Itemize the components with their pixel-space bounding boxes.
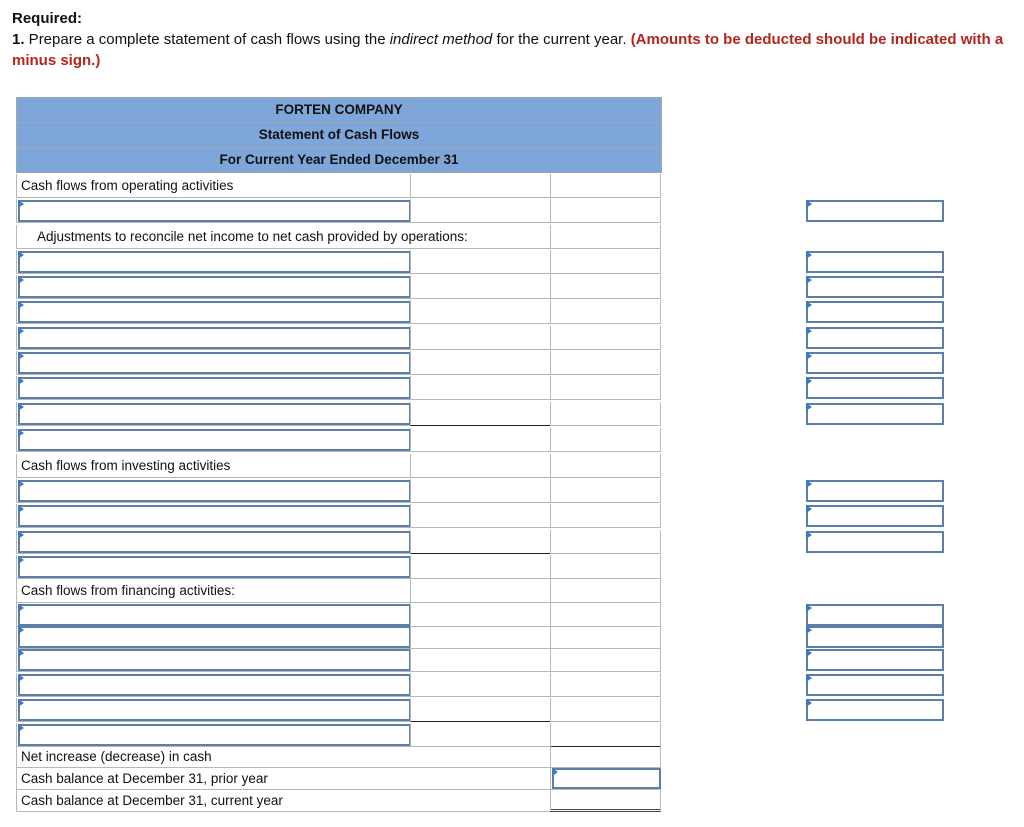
financing-amount-input[interactable] [806, 699, 944, 721]
instruction-text-part: for the current year. [492, 31, 631, 48]
dropdown-marker-icon [18, 352, 24, 360]
adjustment-label-input[interactable] [18, 276, 411, 298]
instructions [12, 8, 1017, 71]
dropdown-marker-icon [18, 626, 24, 634]
financing-amount-input[interactable] [806, 604, 944, 626]
dropdown-marker-icon [18, 724, 24, 732]
adjustment-row [16, 326, 661, 350]
dropdown-marker-icon [18, 699, 24, 707]
investing-header: Cash flows from investing activities [21, 458, 231, 473]
current-balance-total [550, 790, 661, 812]
dropdown-marker-icon [806, 352, 812, 360]
net-income-row [16, 199, 661, 223]
dropdown-marker-icon [806, 251, 812, 259]
adjustment-amount-input[interactable] [806, 276, 944, 298]
financing-row [16, 673, 661, 697]
financing-row [16, 648, 661, 672]
investing-row [16, 479, 661, 503]
investing-total-row [16, 555, 661, 579]
investing-label-input[interactable] [18, 505, 411, 527]
dropdown-marker-icon [18, 674, 24, 682]
financing-total-row [16, 723, 661, 747]
dropdown-marker-icon [18, 556, 24, 564]
adjustment-label-input[interactable] [18, 377, 411, 399]
financing-total-label-input[interactable] [18, 724, 411, 746]
operating-header-row [16, 174, 661, 198]
dropdown-marker-icon [806, 301, 812, 309]
adjustment-amount-input[interactable] [806, 352, 944, 374]
dropdown-marker-icon [18, 531, 24, 539]
financing-row [16, 625, 661, 649]
financing-label-input[interactable] [18, 649, 411, 671]
adjustment-amount-input[interactable] [806, 403, 944, 425]
dropdown-marker-icon [806, 327, 812, 335]
dropdown-marker-icon [18, 429, 24, 437]
dropdown-marker-icon [806, 649, 812, 657]
adjustment-row [16, 351, 661, 375]
company-name: FORTEN COMPANY [16, 97, 662, 123]
adjustment-label-input[interactable] [18, 352, 411, 374]
dropdown-marker-icon [806, 200, 812, 208]
dropdown-marker-icon [18, 327, 24, 335]
dropdown-marker-icon [552, 768, 558, 776]
instruction-text [12, 29, 1017, 71]
adjustments-label-row [16, 225, 661, 249]
adjustment-amount-input[interactable] [806, 301, 944, 323]
dropdown-marker-icon [18, 480, 24, 488]
investing-amount-input[interactable] [806, 480, 944, 502]
financing-header: Cash flows from financing activities: [21, 583, 235, 598]
investing-amount-input[interactable] [806, 531, 944, 553]
net-change-label: Net increase (decrease) in cash [21, 749, 212, 764]
statement-title: Statement of Cash Flows [16, 122, 662, 148]
dropdown-marker-icon [18, 377, 24, 385]
dropdown-marker-icon [18, 505, 24, 513]
dropdown-marker-icon [18, 649, 24, 657]
dropdown-marker-icon [806, 626, 812, 634]
investing-row [16, 504, 661, 528]
financing-label-input[interactable] [18, 699, 411, 721]
financing-row [16, 603, 661, 627]
minus-sign-note: (Amounts to be deducted should be indicated with a minus sign.) [12, 31, 1004, 69]
dropdown-marker-icon [806, 531, 812, 539]
dropdown-marker-icon [806, 480, 812, 488]
statement-period: For Current Year Ended December 31 [16, 147, 662, 173]
current-balance-label: Cash balance at December 31, current year [21, 793, 283, 808]
adjustment-amount-input[interactable] [806, 377, 944, 399]
part-number: 1. [12, 31, 25, 48]
dropdown-marker-icon [806, 674, 812, 682]
operating-label-input[interactable] [18, 200, 411, 222]
prior-balance-label: Cash balance at December 31, prior year [21, 771, 268, 786]
investing-label-input[interactable] [18, 531, 411, 553]
adjustment-label-input[interactable] [18, 251, 411, 273]
investing-row [16, 530, 661, 554]
financing-label-input[interactable] [18, 674, 411, 696]
financing-label-input[interactable] [18, 626, 411, 648]
adjustment-row [16, 275, 661, 299]
adjustment-label-input[interactable] [18, 301, 411, 323]
dropdown-marker-icon [806, 276, 812, 284]
prior-balance-row [16, 768, 661, 790]
adjustment-label-input[interactable] [18, 327, 411, 349]
dropdown-marker-icon [806, 699, 812, 707]
adjustment-amount-input[interactable] [806, 327, 944, 349]
operating-total-label-input[interactable] [18, 429, 411, 451]
adjustment-row [16, 300, 661, 324]
dropdown-marker-icon [806, 505, 812, 513]
current-balance-row [16, 790, 661, 812]
adjustment-row [16, 376, 661, 400]
financing-amount-input[interactable] [806, 649, 944, 671]
dropdown-marker-icon [806, 377, 812, 385]
net-change-row [16, 746, 661, 768]
financing-header-row [16, 579, 661, 603]
method-name: indirect method [389, 31, 493, 48]
dropdown-marker-icon [18, 301, 24, 309]
operating-header: Cash flows from operating activities [21, 178, 234, 193]
financing-amount-input[interactable] [806, 626, 944, 648]
required-label: Required: [12, 10, 83, 27]
dropdown-marker-icon [18, 276, 24, 284]
adjustments-label: Adjustments to reconcile net income to net cash provided by operations: [37, 229, 468, 244]
financing-amount-input[interactable] [806, 674, 944, 696]
instruction-text-part: Prepare a complete statement of cash flows using the [24, 31, 390, 48]
investing-label-input[interactable] [18, 480, 411, 502]
adjustment-row [16, 250, 661, 274]
adjustment-amount-input[interactable] [806, 251, 944, 273]
investing-amount-input[interactable] [806, 505, 944, 527]
adjustment-label-input[interactable] [18, 403, 411, 425]
investing-total-label-input[interactable] [18, 556, 411, 578]
operating-amount-input[interactable] [806, 200, 944, 222]
dropdown-marker-icon [806, 604, 812, 612]
dropdown-marker-icon [18, 403, 24, 411]
adjustment-row [16, 402, 661, 426]
dropdown-marker-icon [806, 403, 812, 411]
operating-total-row [16, 428, 661, 452]
investing-header-row [16, 454, 661, 478]
dropdown-marker-icon [18, 200, 24, 208]
prior-balance-input[interactable] [552, 768, 661, 789]
financing-label-input[interactable] [18, 604, 411, 626]
financing-row [16, 698, 661, 722]
dropdown-marker-icon [18, 251, 24, 259]
dropdown-marker-icon [18, 604, 24, 612]
